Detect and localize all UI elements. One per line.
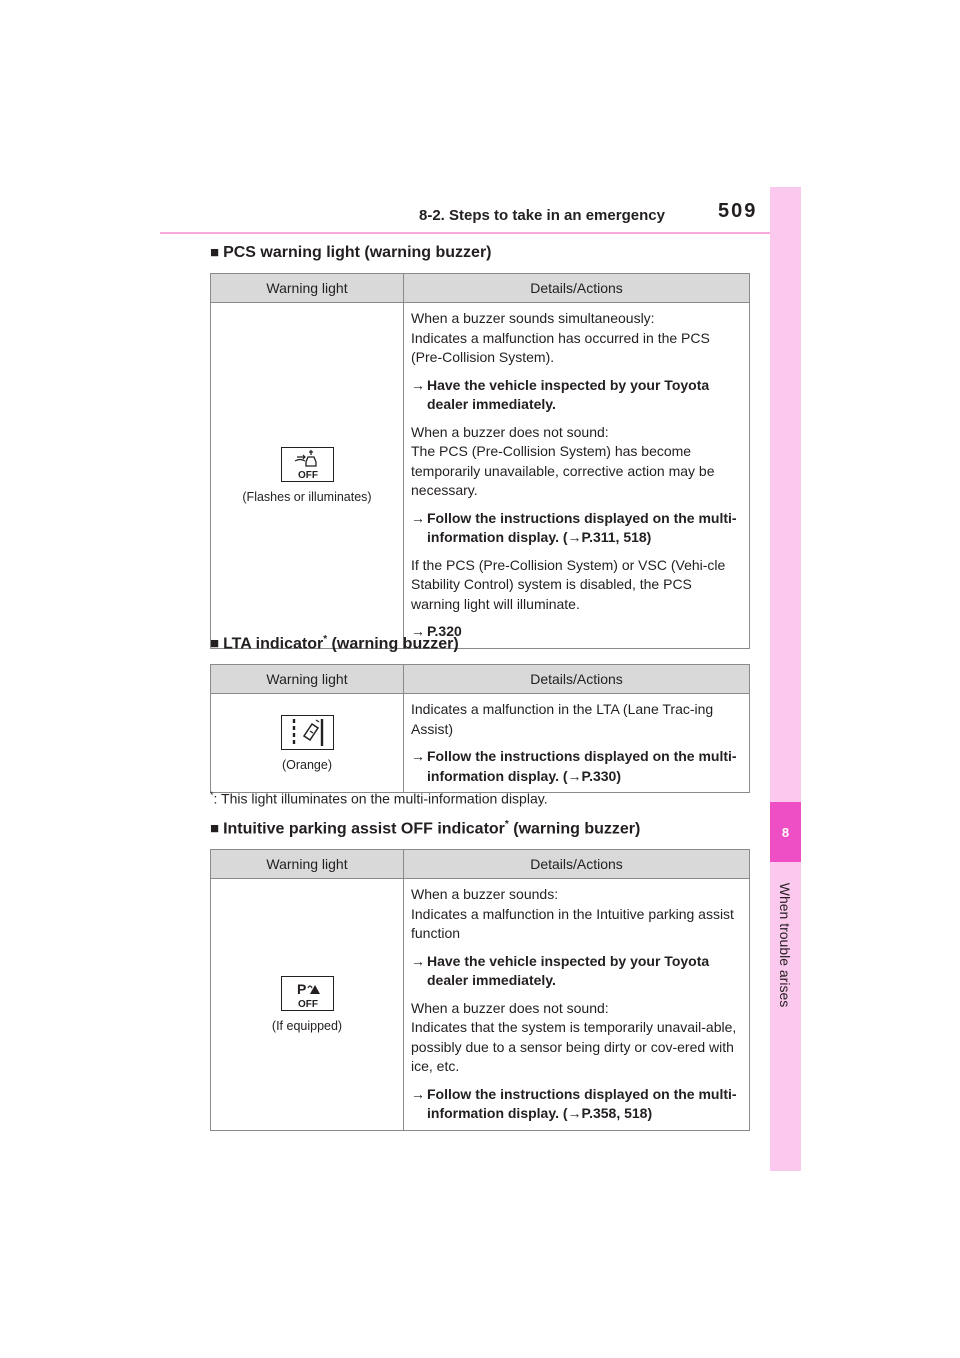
square-bullet-icon: ■ xyxy=(210,820,220,838)
arrow-icon: → xyxy=(411,748,425,764)
pcs-action-3-ref[interactable]: P.320 xyxy=(427,623,462,639)
footnote-mark: * xyxy=(504,819,509,830)
lta-icon-cell xyxy=(211,694,404,793)
arrow-icon: → xyxy=(411,376,425,393)
arrow-icon: → xyxy=(567,1105,582,1121)
ipa-heading xyxy=(210,819,640,838)
ipa-p2a: When a buzzer does not sound: xyxy=(411,999,609,1016)
ipa-heading-text: Intuitive parking assist OFF indicator xyxy=(223,820,505,838)
col-warning-light: Warning light xyxy=(211,850,404,879)
arrow-icon: → xyxy=(411,509,425,526)
ipa-action-1: Have the vehicle inspected by your Toyota dealer immediately. xyxy=(427,952,710,988)
pcs-icon-cell xyxy=(211,303,404,649)
col-warning-light: Warning light xyxy=(211,274,404,303)
lta-lane-icon xyxy=(281,715,334,750)
col-details-actions: Details/Actions xyxy=(404,665,750,694)
arrow-icon: → xyxy=(411,1085,425,1102)
pcs-action-2-ref[interactable]: P.311, 518) xyxy=(581,529,652,545)
ipa-icon-caption: (If equipped) xyxy=(271,1018,343,1033)
page-number: 509 xyxy=(718,200,758,222)
pcs-action-2: Follow the instructions displayed on the multi-information display. ( xyxy=(427,509,737,545)
lta-heading xyxy=(210,634,459,653)
section-title: 8-2. Steps to take in an emergency xyxy=(419,207,665,224)
svg-text:OFF: OFF xyxy=(297,469,318,481)
ipa-action-2: Follow the instructions displayed on the multi-information display. ( xyxy=(427,1085,737,1121)
col-details-actions: Details/Actions xyxy=(404,274,750,303)
ipa-p1a: When a buzzer sounds: xyxy=(411,886,559,902)
pcs-details xyxy=(404,303,750,649)
pcs-p1a: When a buzzer sounds simultaneously: xyxy=(411,310,655,326)
pcs-icon-caption: (Flashes or illuminates) xyxy=(242,489,372,504)
pcs-p2a: When a buzzer does not sound: xyxy=(411,423,609,440)
pcs-heading xyxy=(210,244,492,262)
ipa-p1b: Indicates a malfunction in the Intuitive parking assist function xyxy=(411,905,734,941)
col-warning-light: Warning light xyxy=(211,665,404,694)
pcs-table xyxy=(210,273,750,649)
arrow-icon: → xyxy=(411,952,425,969)
square-bullet-icon: ■ xyxy=(210,635,220,653)
lta-table xyxy=(210,664,750,793)
footnote-mark: * xyxy=(210,790,214,800)
ipa-details xyxy=(404,879,750,1131)
svg-text:P: P xyxy=(296,980,306,997)
ipa-table xyxy=(210,849,750,1131)
chapter-number: 8 xyxy=(781,824,790,840)
pcs-action-1: Have the vehicle inspected by your Toyota dealer immediately. xyxy=(427,376,710,412)
parking-assist-off-icon xyxy=(281,976,334,1011)
col-details-actions: Details/Actions xyxy=(404,850,750,879)
lta-action-1: Follow the instructions displayed on the multi-information display. ( xyxy=(427,748,737,784)
footnote xyxy=(210,790,548,807)
pcs-heading-text: PCS warning light (warning buzzer) xyxy=(223,244,492,261)
lta-heading-rest: (warning buzzer) xyxy=(327,635,459,653)
pcs-p1b: Indicates a malfunction has occurred in the PCS (Pre-Collision System). xyxy=(411,329,710,365)
chapter-label: When trouble arises xyxy=(777,882,793,1008)
lta-p1: Indicates a malfunction in the LTA (Lane Trac-ing Assist) xyxy=(411,701,714,737)
footnote-text: : This light illuminates on the multi-information display. xyxy=(213,790,548,807)
lta-details xyxy=(404,694,750,793)
ipa-action-2-ref[interactable]: P.358, 518) xyxy=(581,1105,653,1121)
lta-heading-text: LTA indicator xyxy=(223,635,324,653)
chapter-side-tab xyxy=(770,187,801,1171)
lta-icon-caption: (Orange) xyxy=(281,757,333,772)
arrow-icon: → xyxy=(411,623,425,639)
arrow-icon: → xyxy=(567,767,582,784)
pcs-p2b: The PCS (Pre-Collision System) has become temporarily unavailable, corrective action may be necessary. xyxy=(411,443,715,498)
svg-text:OFF: OFF xyxy=(297,998,318,1010)
ipa-heading-rest: (warning buzzer) xyxy=(508,820,641,838)
square-bullet-icon: ■ xyxy=(210,244,220,261)
pcs-off-icon xyxy=(281,447,334,482)
pcs-p3: If the PCS (Pre-Collision System) or VSC (Vehi-cle Stability Control) system is disabled, the PCS warning light will illuminate. xyxy=(411,556,726,612)
ipa-icon-cell xyxy=(211,879,404,1131)
header-rule xyxy=(160,232,770,234)
footnote-mark: * xyxy=(323,634,328,645)
arrow-icon: → xyxy=(567,529,582,545)
chapter-number-tab[interactable] xyxy=(770,802,801,862)
lta-action-1-ref[interactable]: P.330) xyxy=(581,767,621,784)
ipa-p2b: Indicates that the system is temporarily unavail-able, possibly due to a sensor being dirty or cov-ered with ice, etc. xyxy=(411,1019,737,1074)
